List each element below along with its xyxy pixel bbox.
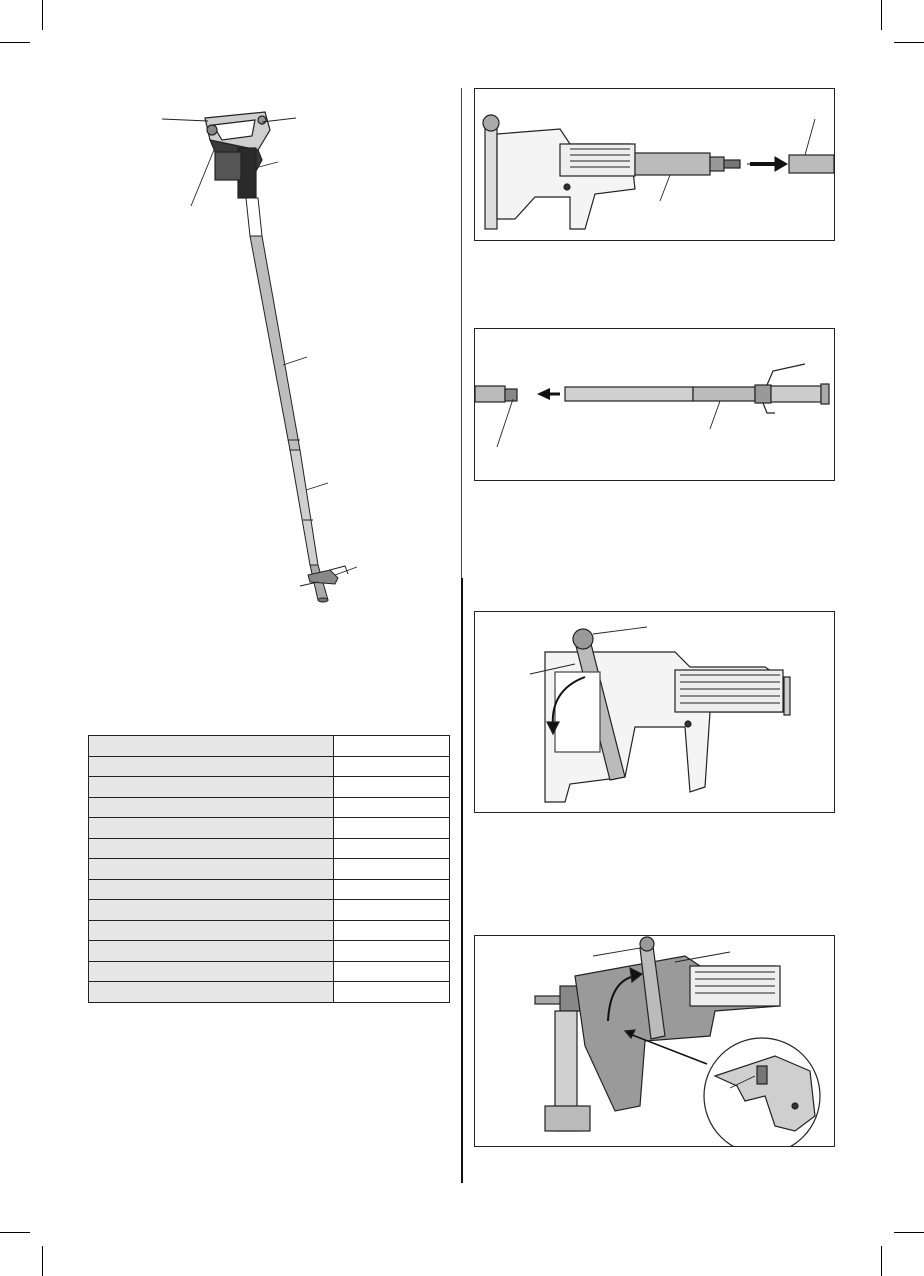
spec-table-row bbox=[89, 859, 450, 880]
column-divider-bottom bbox=[461, 578, 463, 1183]
crop-mark-tr-h bbox=[894, 42, 924, 43]
spec-table-row bbox=[89, 838, 450, 859]
extension-pole-figure bbox=[0, 0, 460, 620]
spec-value-cell bbox=[334, 961, 450, 982]
spec-table-row bbox=[89, 920, 450, 941]
spec-value-cell bbox=[334, 879, 450, 900]
crop-mark-tr-v bbox=[881, 0, 882, 30]
spec-label-cell bbox=[89, 859, 334, 880]
crop-mark-br-v bbox=[881, 1246, 882, 1276]
spec-value-cell bbox=[334, 777, 450, 798]
spec-label-cell bbox=[89, 797, 334, 818]
spec-value-cell bbox=[334, 838, 450, 859]
spec-table-row bbox=[89, 736, 450, 757]
spec-label-cell bbox=[89, 941, 334, 962]
spec-table-row bbox=[89, 818, 450, 839]
column-divider-top bbox=[461, 88, 462, 578]
spec-value-cell bbox=[334, 797, 450, 818]
spec-label-cell bbox=[89, 879, 334, 900]
spec-label-cell bbox=[89, 756, 334, 777]
spec-label-cell bbox=[89, 961, 334, 982]
spec-table-row bbox=[89, 777, 450, 798]
spec-table-row bbox=[89, 879, 450, 900]
spec-label-cell bbox=[89, 736, 334, 757]
spec-value-cell bbox=[334, 756, 450, 777]
spec-label-cell bbox=[89, 920, 334, 941]
figure-insert-pole bbox=[474, 328, 835, 481]
spec-table-row bbox=[89, 756, 450, 777]
spec-label-cell bbox=[89, 838, 334, 859]
figure-close-lever bbox=[474, 935, 835, 1147]
spec-value-cell bbox=[334, 941, 450, 962]
spec-value-cell bbox=[334, 920, 450, 941]
spec-label-cell bbox=[89, 900, 334, 921]
spec-table-row bbox=[89, 797, 450, 818]
spec-value-cell bbox=[334, 900, 450, 921]
spec-table-row bbox=[89, 961, 450, 982]
spec-value-cell bbox=[334, 982, 450, 1003]
spec-label-cell bbox=[89, 818, 334, 839]
crop-mark-br-h bbox=[894, 1232, 924, 1233]
spec-label-cell bbox=[89, 777, 334, 798]
spec-value-cell bbox=[334, 859, 450, 880]
spec-value-cell bbox=[334, 736, 450, 757]
crop-mark-bl-v bbox=[42, 1246, 43, 1276]
spec-table-row bbox=[89, 941, 450, 962]
spec-label-cell bbox=[89, 982, 334, 1003]
crop-mark-bl-h bbox=[0, 1232, 30, 1233]
figure-open-lever bbox=[474, 611, 835, 813]
spec-table-row bbox=[89, 900, 450, 921]
spec-table-row bbox=[89, 982, 450, 1003]
spec-value-cell bbox=[334, 818, 450, 839]
figure-remove-end-cap bbox=[474, 88, 835, 241]
spec-table bbox=[88, 735, 450, 1003]
